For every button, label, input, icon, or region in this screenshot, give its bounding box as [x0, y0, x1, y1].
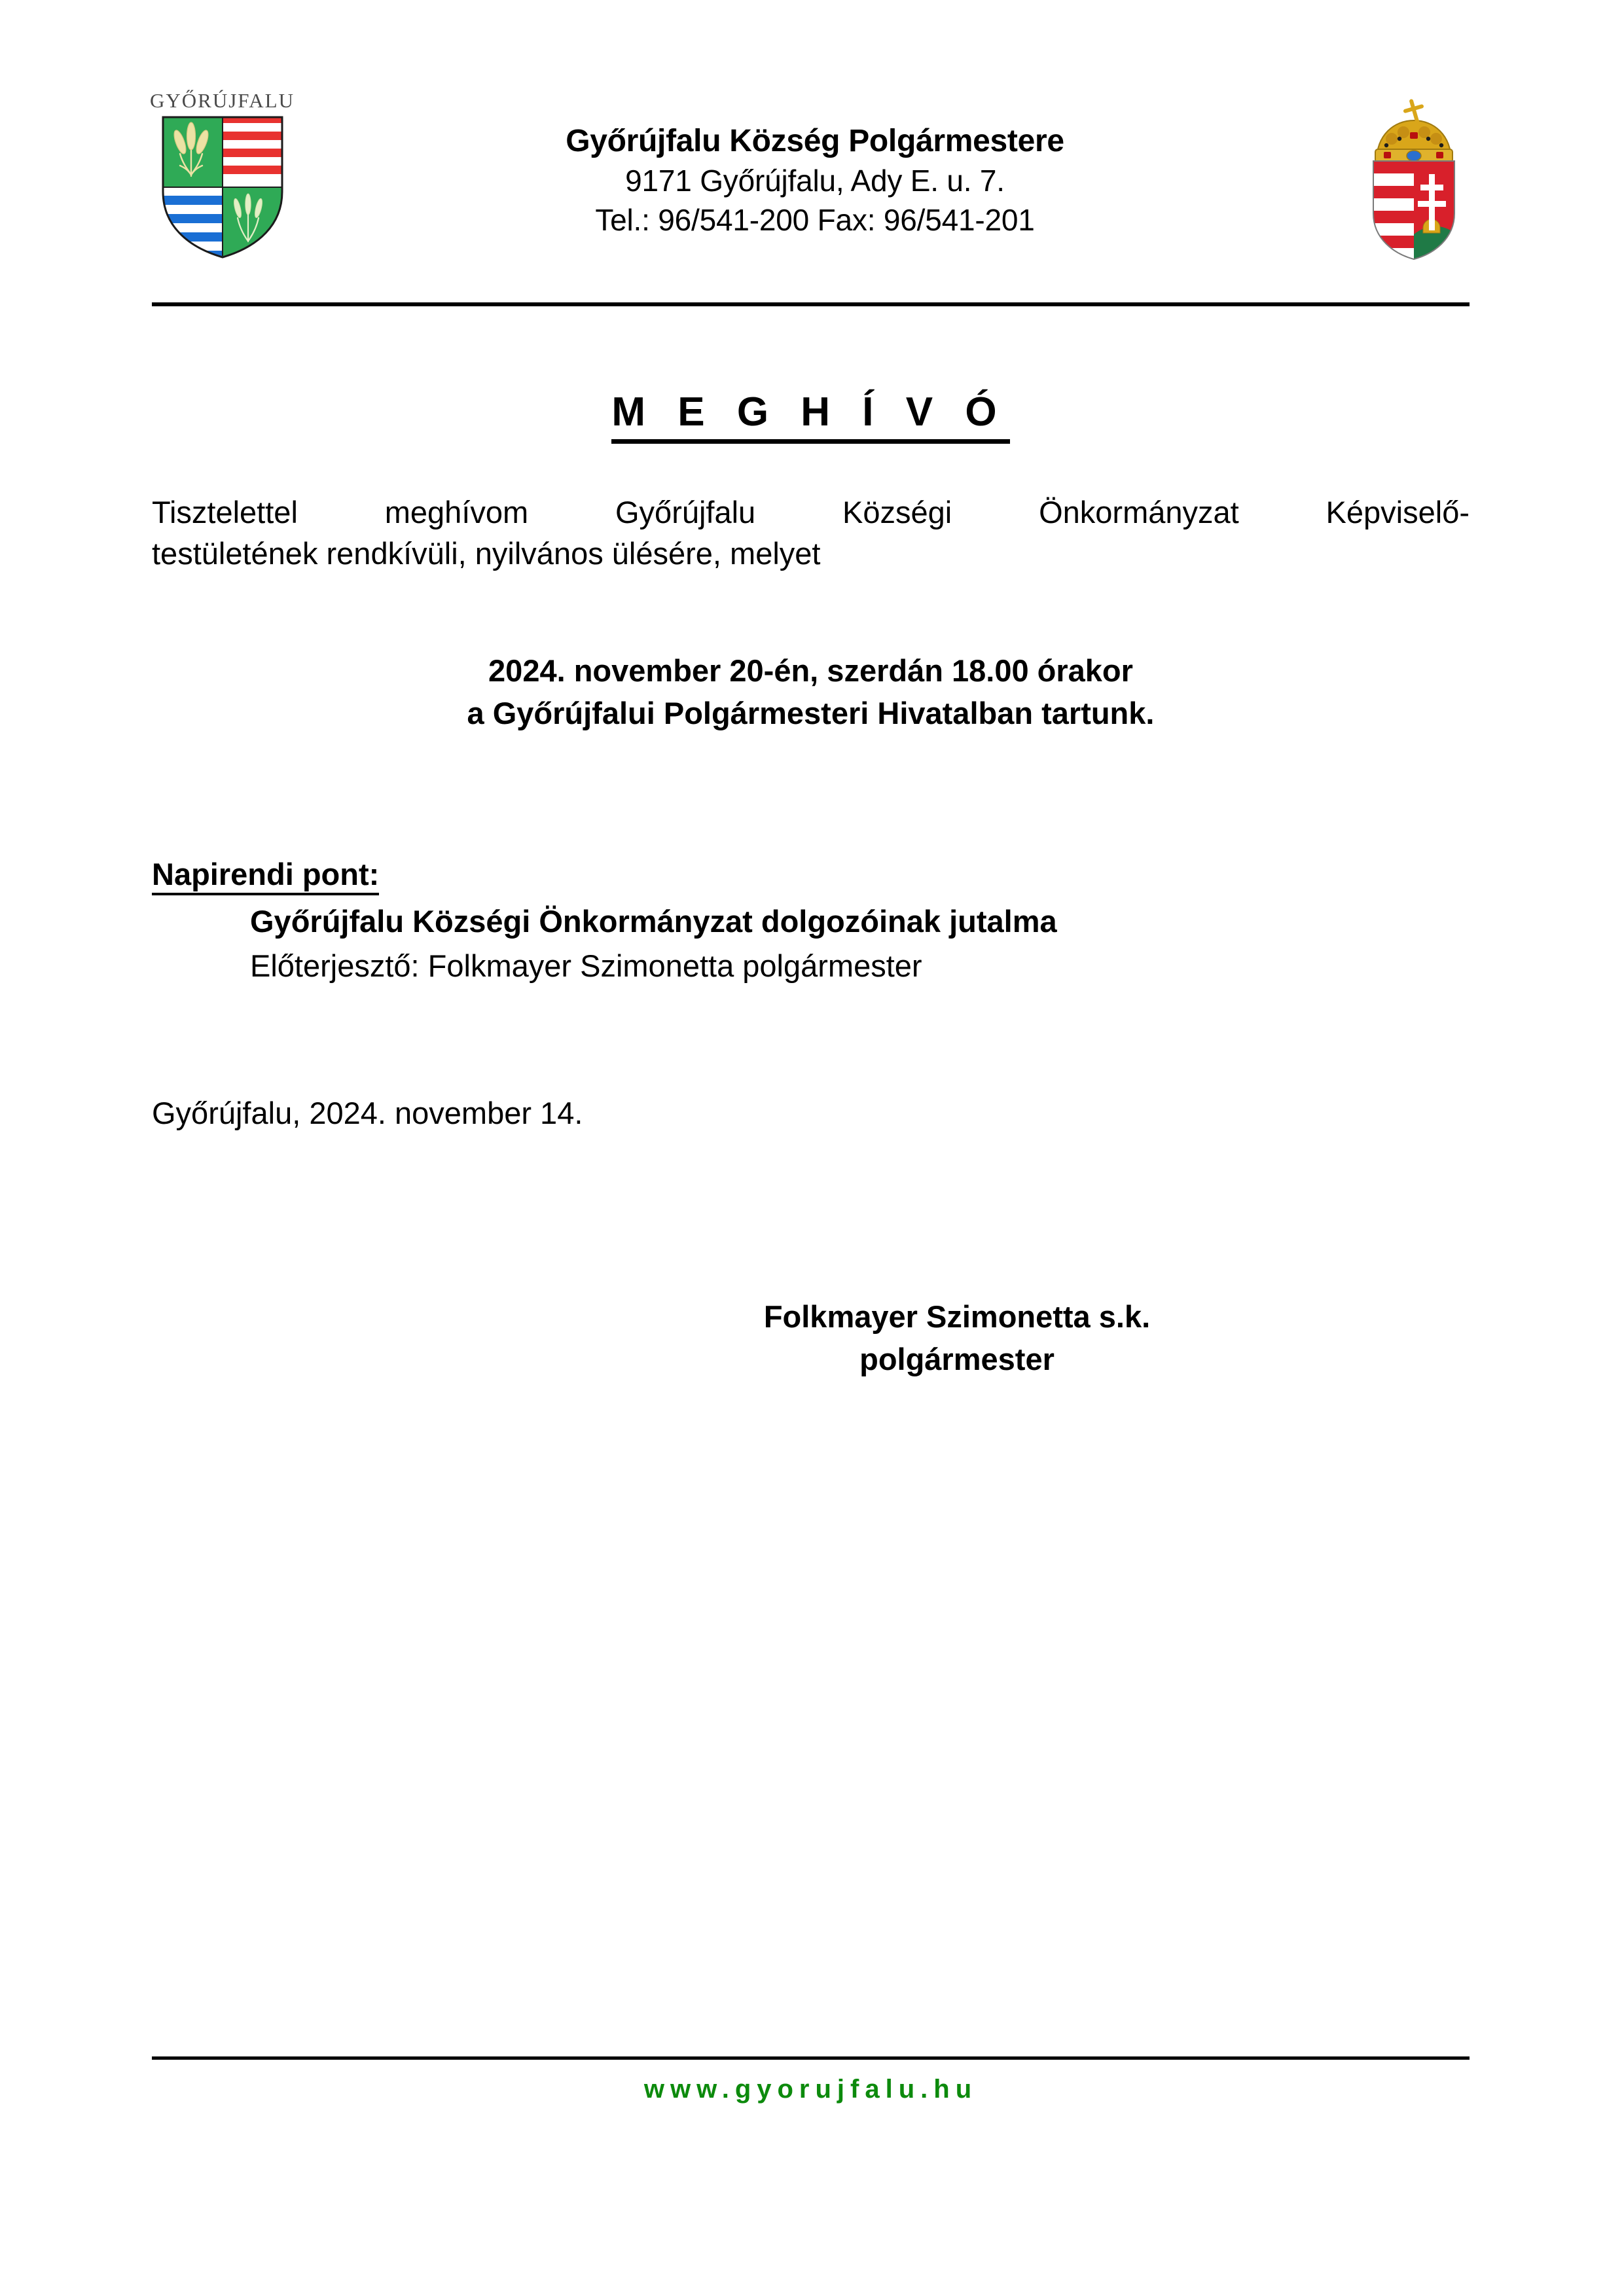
- header-address: 9171 Győrújfalu, Ady E. u. 7.: [625, 164, 1005, 198]
- header-office-title: Győrújfalu Község Polgármestere: [566, 124, 1064, 158]
- agenda-heading: [152, 856, 379, 892]
- header-address-block: [367, 121, 1263, 240]
- invitation-intro-line-2: testületének rendkívüli, nyilvános ülésére, melyet: [152, 535, 821, 571]
- meeting-when-block: [152, 650, 1470, 735]
- page-title: [152, 389, 1470, 444]
- agenda-item-1-presenter: Előterjesztő: Folkmayer Szimonetta polgármester: [250, 948, 922, 983]
- page-title-text: M E G H Í V Ó: [611, 389, 1009, 444]
- signature-block: [662, 1296, 1252, 1381]
- signature-name: Folkmayer Szimonetta s.k.: [763, 1299, 1151, 1334]
- gyorujfalu-coat-of-arms-icon: [160, 115, 285, 260]
- document-header: [0, 0, 1624, 308]
- hungary-crest-block: [1355, 98, 1473, 262]
- meeting-datetime: 2024. november 20-én, szerdán 18.00 órakor: [488, 653, 1133, 688]
- invitation-intro-paragraph: [152, 492, 1470, 574]
- holy-crown-icon: [1375, 99, 1453, 162]
- footer-website-url[interactable]: www.gyorujfalu.hu: [643, 2075, 978, 2104]
- hungary-coat-of-arms-icon: [1355, 98, 1473, 262]
- header-phone-fax: Tel.: 96/541-200 Fax: 96/541-201: [595, 203, 1035, 238]
- signature-role: polgármester: [859, 1341, 1055, 1376]
- invitation-intro-line-1: Tisztelettel meghívom Győrújfalu Községi Önkormányzat Képviselő-: [152, 495, 1470, 529]
- agenda-heading-text: Napirendi pont:: [152, 857, 379, 895]
- footer-divider-rule: [152, 2056, 1470, 2060]
- agenda-item-1: Győrújfalu Községi Önkormányzat dolgozóinak jutalma: [250, 904, 1057, 939]
- gyorujfalu-crest-label: GYŐRÚJFALU: [150, 89, 295, 112]
- gyorujfalu-crest-block: [145, 90, 299, 260]
- header-divider-rule: [152, 302, 1470, 306]
- meeting-location: a Győrújfalui Polgármesteri Hivatalban tartunk.: [467, 695, 1155, 730]
- issue-place-and-date: Győrújfalu, 2024. november 14.: [152, 1096, 583, 1130]
